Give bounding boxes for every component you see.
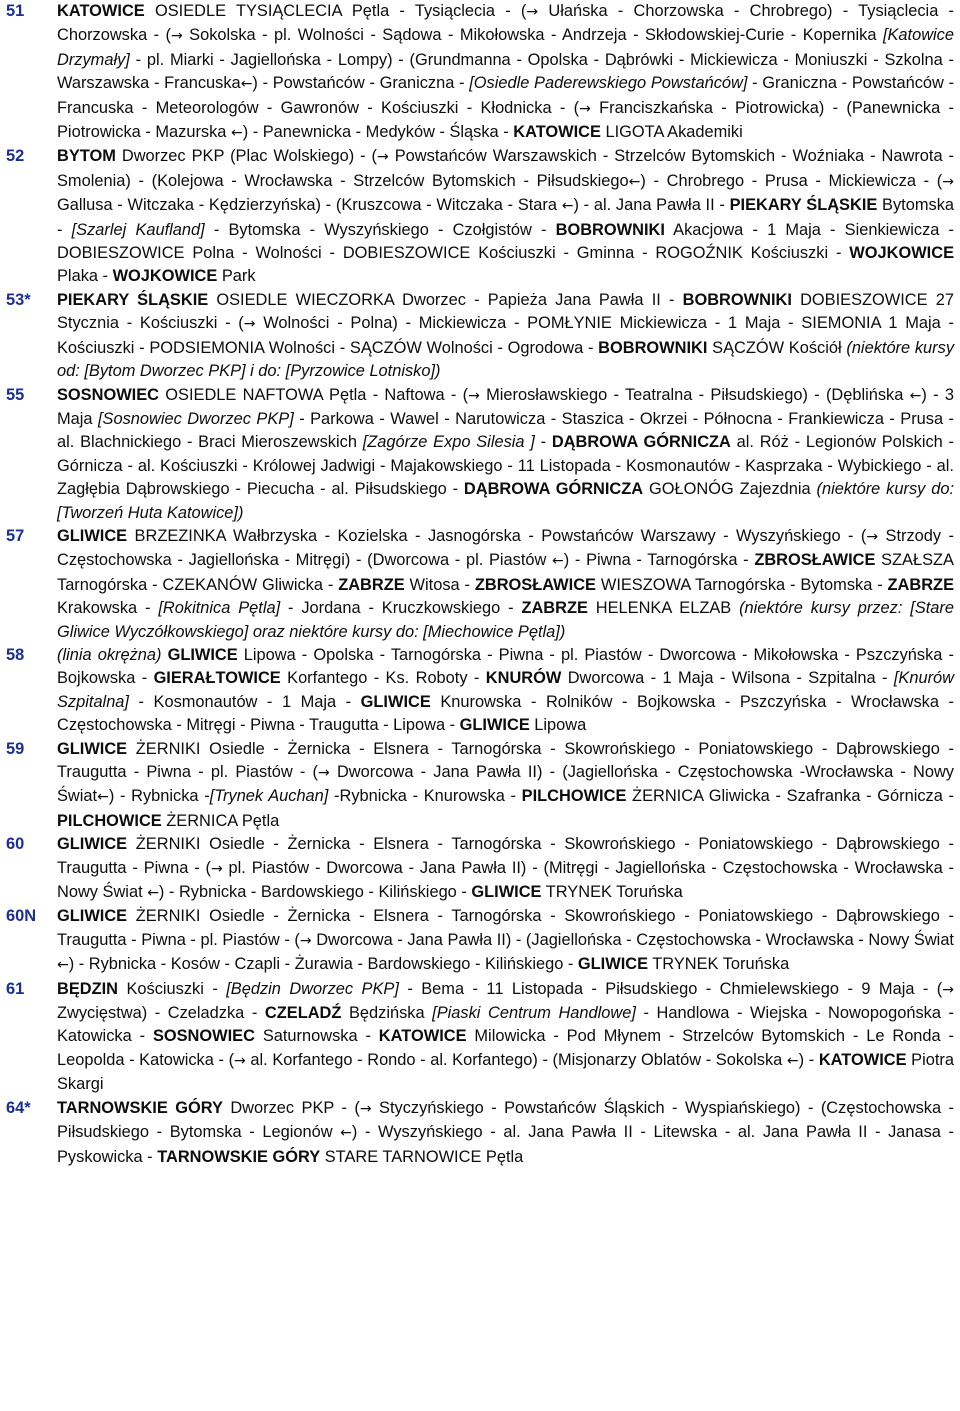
route-text: Dworcowa - Jana Pawła II) - (Jagiellońska - Częstochowska -Wrocławska - Nowy Świat: [57, 763, 955, 806]
city-name: PILCHOWICE: [521, 787, 627, 806]
arrow-right-icon: →: [318, 765, 330, 781]
route-text: SZAŁSZA Tarnogórska - CZEKANÓW Gliwicka -: [57, 551, 954, 594]
city-name: BOBROWNIKI: [682, 290, 792, 309]
route-text: ŻERNICA Gliwicka - Szafranka - Górnicza -: [626, 787, 954, 806]
arrow-left-icon: ←: [230, 125, 243, 142]
city-name: PILCHOWICE: [57, 811, 162, 830]
route-text: - Jordana - Kruczkowskiego -: [280, 599, 522, 618]
route-text: Piotra Skargi: [57, 1050, 954, 1094]
city-name: SOSNOWIEC: [152, 1027, 255, 1046]
stop-note: [Piaski Centrum Handlowe]: [432, 1004, 636, 1023]
route-text: ŻERNICA Pętla: [161, 811, 280, 830]
route-text: Lipowa: [529, 716, 587, 735]
route-text: - Handlowa - Wiejska - Nowopogońska - Katowicka -: [57, 1004, 955, 1046]
route-text: Saturnowska -: [254, 1027, 379, 1046]
route-entry: [6, 978, 954, 1097]
city-name: GLIWICE: [459, 716, 530, 735]
arrow-right-icon: →: [579, 100, 591, 117]
route-entry: [6, 0, 954, 145]
city-name: BOBROWNIKI: [598, 338, 708, 357]
city-name: KATOWICE: [378, 1027, 467, 1046]
city-name: BYTOM: [57, 147, 116, 166]
arrow-left-icon: ←: [240, 76, 253, 93]
city-name: BOBROWNIKI: [555, 220, 665, 239]
route-number: 53*: [6, 290, 31, 309]
city-name: KATOWICE: [818, 1050, 907, 1069]
route-entry: [6, 833, 954, 905]
arrow-left-icon: ←: [340, 1125, 352, 1142]
city-name: GLIWICE: [577, 955, 649, 974]
stop-note: (niektóre kursy do: [Tworzeń Huta Katowice]): [57, 480, 955, 522]
route-number: 51: [6, 2, 25, 20]
city-name: DĄBROWA GÓRNICZA: [463, 480, 644, 499]
route-text: - Kosmonautów - 1 Maja -: [128, 692, 361, 711]
city-name: GLIWICE: [360, 692, 431, 711]
arrow-left-icon: ←: [909, 387, 922, 404]
stop-note: [Katowice Drzymały]: [57, 26, 954, 69]
route-text: al. Korfantego - Rondo - al. Korfantego) - (Misjonarzy Oblatów - Sokolska: [245, 1050, 787, 1069]
route-text: Wolności - Polna) - Mickiewicza - POMŁYNIE Mickiewicza - 1 Maja - SIEMONIA 1 Maja - Kościuszki - PODSIEMONIA Wolności - SĄCZÓW Wolności - Ogrodowa -: [57, 314, 954, 357]
route-text: OSIEDLE NAFTOWA Pętla - Naftowa - (: [159, 385, 469, 404]
route-description: [57, 525, 954, 644]
route-number: 60N: [6, 907, 37, 926]
city-name: ZABRZE: [338, 575, 405, 594]
stop-note: [Trynek Auchan]: [209, 787, 329, 806]
route-text: Dworcowa - 1 Maja - Wilsona - Szpitalna -: [561, 669, 894, 688]
city-name: WOJKOWICE: [112, 267, 218, 286]
stop-note: [Knurów Szpitalna]: [57, 669, 954, 711]
arrow-left-icon: ←: [147, 885, 159, 902]
route-text: - Graniczna - Powstańców - Francuska - Meteorologów - Gawronów - Kościuszki - Kłodnicka - (: [57, 74, 955, 117]
route-description: [57, 738, 954, 834]
route-text: Będzińska: [341, 1004, 433, 1023]
route-text: Krakowska -: [57, 599, 159, 618]
route-number: 59: [6, 739, 25, 758]
route-text: al. Róż - Legionów Polskich - Górnicza - al. Kościuszki - Królowej Jadwigi - Majakowskiego - 11 Listopada - Kosmonautów - Kasprzaka - Wybickiego - al. Zagłębia Dąbrowskiego - Piecucha - al. Piłsudskiego -: [57, 433, 954, 499]
route-description: [57, 833, 954, 905]
route-description: [57, 0, 954, 145]
route-number: 57: [6, 526, 25, 545]
route-text: OSIEDLE TYSIĄCLECIA Pętla - Tysiąclecia - (: [144, 2, 527, 20]
city-name: GLIWICE: [167, 645, 238, 664]
city-name: KNURÓW: [485, 669, 562, 688]
route-text: Powstańców Warszawskich - Strzelców Bytomskich - Woźniaka - Nawrota - Smolenia) - (Kolejowa - Wrocławska - Strzelców Bytomskich - Piłsudskiego: [57, 147, 955, 190]
route-text: ) - Rybnicka - Kosów - Czapli - Żurawia - Bardowskiego - Kilińskiego -: [68, 955, 578, 974]
route-text: ) - Rybnicka - Bardowskiego - Kilińskiego -: [158, 883, 472, 902]
route-number: 60: [6, 835, 25, 854]
route-text: Sokolska - pl. Wolności - Sądowa - Mikołowska - Andrzeja - Skłodowskiej-Curie - Kopernika: [182, 26, 883, 45]
city-name: ZABRZE: [521, 599, 588, 618]
route-text: Dworzec PKP - (: [222, 1098, 360, 1117]
route-text: TRYNEK Toruńska: [541, 883, 683, 902]
route-number: 58: [6, 645, 25, 664]
arrow-left-icon: ←: [786, 1052, 799, 1069]
route-text: ) -: [798, 1050, 819, 1069]
route-number: 55: [6, 385, 25, 404]
route-text: -: [534, 433, 552, 452]
stop-note: [Będzin Dworzec PKP]: [226, 979, 399, 998]
route-entry: [6, 525, 954, 644]
city-name: TARNOWSKIE GÓRY: [57, 1098, 223, 1117]
route-entry: [6, 905, 954, 977]
stop-note: [Szarlej Kaufland]: [71, 220, 205, 239]
route-text: Bytomska -: [57, 196, 955, 239]
route-text: Witosa -: [404, 575, 475, 594]
route-description: [57, 384, 954, 525]
route-text: SĄCZÓW Kościół: [707, 338, 847, 357]
route-description: [57, 1097, 954, 1169]
route-text: WIESZOWA Tarnogórska - Bytomska -: [595, 575, 888, 594]
city-name: SOSNOWIEC: [57, 385, 159, 404]
route-description: [57, 289, 954, 384]
arrow-left-icon: ←: [561, 198, 574, 215]
arrow-right-icon: →: [942, 981, 954, 998]
city-name: GLIWICE: [57, 739, 128, 758]
route-entry: [6, 289, 954, 384]
city-name: ZABRZE: [887, 575, 954, 594]
route-text: - Bema - 11 Listopada - Piłsudskiego - Chmielewskiego - 9 Maja - (: [398, 979, 943, 998]
route-text: Dworcowa - Jana Pawła II) - (Jagiellońska - Częstochowska - Wrocławska - Nowy Świat: [311, 930, 954, 949]
arrow-right-icon: →: [243, 316, 256, 333]
arrow-right-icon: →: [468, 387, 480, 404]
route-text: Knurowska - Rolników - Bojkowska - Pszczyńska - Wrocławska - Częstochowska - Mitręgi - Piwna - Traugutta - Lipowa -: [57, 692, 954, 735]
city-name: KATOWICE: [57, 2, 145, 20]
stop-note: [Osiedle Paderewskiego Powstańców]: [469, 74, 748, 93]
city-name: PIEKARY ŚLĄSKIE: [57, 290, 209, 309]
route-text: -Rybnicka - Knurowska -: [328, 787, 522, 806]
route-text: ) - Rybnicka -: [108, 787, 210, 806]
stop-note: [Zagórze Expo Silesia ]: [362, 433, 535, 452]
route-text: ŻERNIKI Osiedle - Żernicka - Elsnera - Tarnogórska - Skowrońskiego - Poniatowskiego - Dąbrowskiego - Traugutta - Piwna - (: [57, 835, 954, 877]
route-entry: [6, 644, 954, 738]
arrow-right-icon: →: [377, 149, 389, 166]
city-name: GLIWICE: [57, 907, 128, 926]
route-text: TRYNEK Toruńska: [648, 955, 790, 974]
route-text: ) - Panewnicka - Medyków - Śląska -: [242, 123, 514, 142]
city-name: GLIWICE: [57, 835, 128, 854]
arrow-right-icon: →: [234, 1052, 246, 1069]
city-name: GIERAŁTOWICE: [153, 669, 281, 688]
route-text: Mierosławskiego - Teatralna - Piłsudskiego) - (Dęblińska: [479, 385, 910, 404]
route-description: [57, 978, 954, 1097]
route-text: - pl. Miarki - Jagiellońska - Lompy) - (Grundmanna - Opolska - Dąbrówki - Mickiewicza - Moniuszki - Szkolna - Warszawska - Francuska: [57, 50, 954, 93]
route-text: LIGOTA Akademiki: [600, 123, 743, 142]
arrow-right-icon: →: [866, 528, 879, 545]
arrow-right-icon: →: [942, 173, 955, 190]
arrow-left-icon: ←: [552, 553, 564, 570]
route-text: Kościuszki -: [118, 979, 227, 998]
route-text: Lipowa - Opolska - Tarnogórska - Piwna - pl. Piastów - Dworcowa - Mikołowska - Pszczyńska - Bojkowska -: [57, 645, 954, 688]
route-text: HELENKA ELZAB: [587, 599, 740, 618]
route-text: DOBIESZOWICE 27 Stycznia - Kościuszki - (: [57, 290, 954, 333]
route-text: Gallusa - Witczaka - Kędzierzyńska) - (Kruszcowa - Witczaka - Stara: [57, 196, 562, 215]
city-name: DĄBROWA GÓRNICZA: [551, 433, 731, 452]
route-description: [57, 905, 954, 977]
route-description: [57, 145, 954, 288]
route-text: Styczyńskiego - Powstańców Śląskich - Wyspiańskiego) - (Częstochowska - Piłsudskiego - Bytomska - Legionów: [57, 1098, 954, 1142]
stop-note: (niektóre kursy od: [Bytom Dworzec PKP] i do: [Pyrzowice Lotnisko]): [57, 338, 955, 381]
route-entry: [6, 384, 954, 525]
route-text: OSIEDLE WIECZORKA Dworzec - Papieża Jana Pawła II -: [208, 290, 683, 309]
city-name: CZELADŹ: [264, 1004, 342, 1023]
route-text: ) - Chrobrego - Prusa - Mickiewicza - (: [640, 171, 943, 190]
route-text: ) - Powstańców - Graniczna -: [252, 74, 470, 93]
stop-note: (linia okrężna): [57, 645, 162, 664]
route-text: Park: [217, 267, 256, 286]
route-number: 64*: [6, 1098, 31, 1117]
route-text: Ułańska - Chorzowska - Chrobrego) - Tysiąclecia - Chorzowska - (: [57, 2, 954, 45]
arrow-right-icon: →: [170, 28, 183, 45]
city-name: GLIWICE: [57, 526, 128, 545]
route-text: Akacjowa - 1 Maja - Sienkiewicza - DOBIESZOWICE Polna - Wolności - DOBIESZOWICE Kościuszki - Gminna - ROGOŹNIK Kościuszki -: [57, 220, 955, 263]
city-name: PIEKARY ŚLĄSKIE: [729, 196, 878, 215]
route-entry: [6, 738, 954, 834]
city-name: ZBROSŁAWICE: [474, 575, 596, 594]
route-text: BRZEZINKA Wałbrzyska - Kozielska - Jasnogórska - Powstańców Warszawy - Wyszyńskiego - (: [127, 526, 867, 545]
arrow-right-icon: →: [299, 932, 312, 949]
route-text: ) - al. Jana Pawła II -: [573, 196, 730, 215]
arrow-right-icon: →: [526, 4, 539, 20]
city-name: KATOWICE: [513, 123, 601, 142]
route-description: [57, 644, 954, 738]
route-text: Milowicka - Pod Młynem - Strzelców Bytomskich - Le Ronda - Leopolda - Katowicka - (: [57, 1027, 954, 1069]
route-text: Strzody - Częstochowska - Jagiellońska - Mitręgi) - (Dworcowa - pl. Piastów: [57, 526, 954, 570]
city-name: ZBROSŁAWICE: [754, 551, 876, 570]
route-text: Korfantego - Ks. Roboty -: [280, 669, 486, 688]
arrow-right-icon: →: [210, 860, 223, 877]
city-name: GLIWICE: [471, 883, 542, 902]
route-entry: [6, 145, 954, 288]
arrow-left-icon: ←: [97, 789, 109, 806]
route-text: STARE TARNOWICE Pętla: [320, 1147, 524, 1166]
route-number: 52: [6, 147, 25, 166]
route-text: Franciszkańska - Piotrowicka) - (Panewnicka - Piotrowicka - Mazurska: [57, 98, 954, 142]
stop-note: [Sosnowiec Dworzec PKP]: [97, 409, 294, 428]
route-text: ŻERNIKI Osiedle - Żernicka - Elsnera - Tarnogórska - Skowrońskiego - Poniatowskiego - Dąbrowskiego - Traugutta - Piwna - pl. Piastów - (: [57, 907, 954, 949]
arrow-left-icon: ←: [57, 957, 69, 974]
city-name: WOJKOWICE: [849, 244, 954, 263]
route-text: Zwycięstwa) - Czeladzka -: [57, 1004, 265, 1023]
route-text: - Parkowa - Wawel - Narutowicza - Staszica - Okrzei - Północna - Frankiewicza - Prusa - al. Blachnickiego - Braci Mieroszewskich: [57, 409, 954, 452]
arrow-left-icon: ←: [628, 173, 641, 190]
route-text: GOŁONÓG Zajezdnia: [643, 480, 817, 499]
stop-note: [Rokitnica Pętla]: [158, 599, 281, 618]
route-text: - Bytomska - Wyszyńskiego - Czołgistów -: [204, 220, 556, 239]
route-number: 61: [6, 979, 25, 998]
route-text: ŻERNIKI Osiedle - Żernicka - Elsnera - Tarnogórska - Skowrońskiego - Poniatowskiego - Dąbrowskiego - Traugutta - Piwna - pl. Piastów - (: [57, 739, 954, 781]
route-text: ) - Wyszyńskiego - al. Jana Pawła II - Litewska - al. Jana Pawła II - Janasa - Pyskowicka -: [57, 1123, 954, 1166]
route-text: pl. Piastów - Dworcowa - Jana Pawła II) - (Mitręgi - Jagiellońska - Częstochowska - Wrocławska - Nowy Świat: [57, 858, 954, 902]
stop-note: (niektóre kursy przez: [Stare Gliwice Wyczółkowskiego] oraz niektóre kursy do: [Miechowice Pętla]): [57, 599, 954, 641]
city-name: BĘDZIN: [57, 979, 119, 998]
route-text: ) - 3 Maja: [57, 385, 955, 428]
city-name: TARNOWSKIE GÓRY: [157, 1147, 321, 1166]
route-entry: [6, 1097, 954, 1169]
route-text: Plaka -: [57, 267, 113, 286]
arrow-right-icon: →: [359, 1100, 372, 1117]
route-text: ) - Piwna - Tarnogórska -: [563, 551, 755, 570]
route-text: Dworzec PKP (Plac Wolskiego) - (: [115, 147, 378, 166]
